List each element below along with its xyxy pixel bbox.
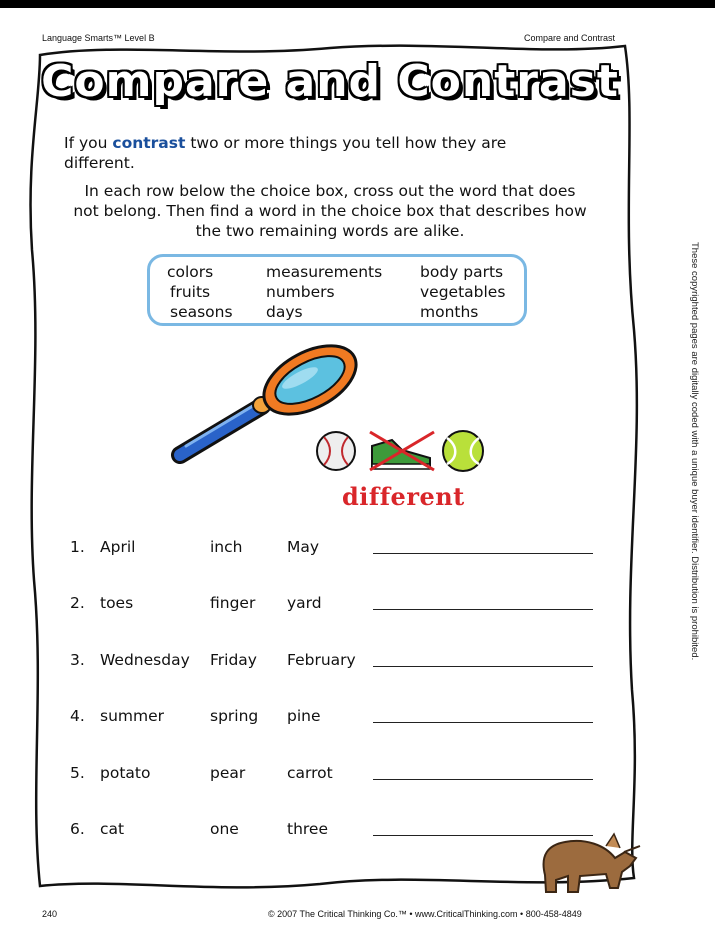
answer-line[interactable]	[373, 609, 593, 610]
row-word[interactable]: April	[100, 538, 136, 556]
answer-line[interactable]	[373, 835, 593, 836]
row-word[interactable]: pear	[210, 764, 246, 782]
choice-word: body parts	[420, 263, 504, 281]
row-number: 5.	[70, 764, 85, 782]
row-word[interactable]: inch	[210, 538, 243, 556]
baseball-icon	[317, 432, 355, 470]
page-title: Compare and Contrast	[41, 56, 619, 107]
row-word[interactable]: cat	[100, 820, 125, 838]
row-word[interactable]: three	[287, 820, 329, 838]
choice-word: seasons	[170, 303, 233, 321]
row-word[interactable]: summer	[100, 707, 165, 725]
answer-line[interactable]	[373, 553, 593, 554]
keyword-contrast: contrast	[112, 134, 186, 152]
page-number: 240	[42, 909, 58, 919]
row-word[interactable]: pine	[287, 707, 321, 725]
row-word[interactable]: yard	[287, 594, 322, 612]
header-book-title: Language Smarts™ Level B	[42, 33, 155, 43]
copyright-side-note: These copyrighted pages are digitally coded with a unique buyer identifier. Distribution is prohibited.	[689, 242, 700, 661]
row-word[interactable]: Friday	[210, 651, 257, 669]
answer-line[interactable]	[373, 779, 593, 780]
sneaker-icon	[370, 432, 434, 470]
choice-word: numbers	[266, 283, 335, 301]
choice-word: fruits	[170, 283, 211, 301]
row-word[interactable]: potato	[100, 764, 151, 782]
row-number: 1.	[70, 538, 85, 556]
choice-word: days	[266, 303, 303, 321]
row-number: 6.	[70, 820, 85, 838]
row-word[interactable]: February	[287, 651, 356, 669]
choice-word: measurements	[266, 263, 383, 281]
row-word[interactable]: Wednesday	[100, 651, 190, 669]
row-word[interactable]: May	[287, 538, 320, 556]
row-number: 4.	[70, 707, 85, 725]
footer-copyright: © 2007 The Critical Thinking Co.™ • www.CriticalThinking.com • 800-458-4849	[268, 909, 582, 919]
choice-word: colors	[167, 263, 214, 281]
illustration-label: different	[342, 482, 465, 511]
row-word[interactable]: spring	[210, 707, 259, 725]
row-word[interactable]: carrot	[287, 764, 333, 782]
row-word[interactable]: one	[210, 820, 239, 838]
row-number: 3.	[70, 651, 85, 669]
answer-line[interactable]	[373, 722, 593, 723]
row-number: 2.	[70, 594, 85, 612]
intro-text: If you contrast two or more things you tell how they are different.	[64, 134, 507, 172]
triceratops-icon	[544, 834, 640, 892]
row-word[interactable]: finger	[210, 594, 256, 612]
choice-word: months	[420, 303, 479, 321]
row-word[interactable]: toes	[100, 594, 134, 612]
instructions-text: In each row below the choice box, cross out the word that does not belong. Then find a word in the choice box that describes how the two remaining words are alike.	[73, 182, 587, 240]
choice-word: vegetables	[420, 283, 506, 301]
tennis-ball-icon	[443, 431, 483, 471]
header-section-title: Compare and Contrast	[523, 33, 615, 43]
answer-line[interactable]	[373, 666, 593, 667]
